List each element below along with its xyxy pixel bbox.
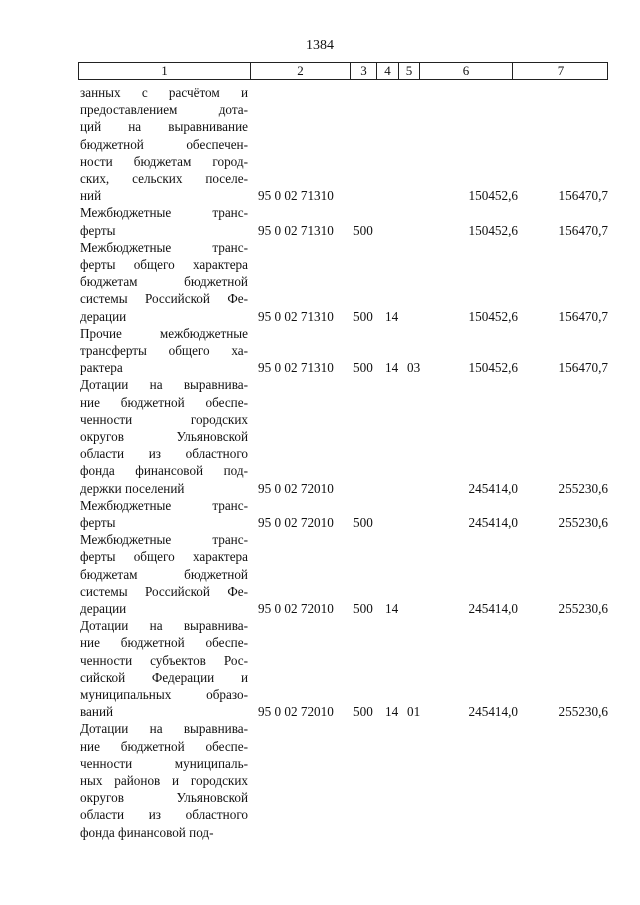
- expense-type-code: 500: [353, 222, 373, 238]
- amount-col-6: 245414,0: [468, 600, 518, 616]
- subsection-code: 03: [407, 360, 421, 376]
- section-code: 14: [385, 360, 399, 376]
- description-line: ние бюджетной обеспе-: [80, 738, 248, 754]
- amount-col-7: 255230,6: [558, 480, 608, 496]
- description-line: ности бюджетам город-: [80, 153, 248, 169]
- target-article-code: 95 0 02 71310: [258, 188, 334, 204]
- description-line: трансферты общего ха-: [80, 342, 248, 358]
- subsection-code: 01: [407, 704, 421, 720]
- description-line: фонда финансовой под-: [80, 824, 214, 840]
- section-code: 14: [385, 308, 399, 324]
- row-description: [80, 531, 248, 617]
- description-line: ченности субъектов Рос-: [80, 652, 248, 668]
- amount-col-7: 156470,7: [558, 308, 608, 324]
- description-line: муниципальных образо-: [80, 686, 248, 702]
- row-description: [80, 376, 248, 496]
- description-line: Межбюджетные транс-: [80, 532, 248, 548]
- description-line: Прочие межбюджетные: [80, 325, 248, 341]
- row-description: [80, 325, 248, 377]
- description-line: области из областного: [80, 807, 248, 823]
- header-col-3: 3: [351, 63, 377, 79]
- row-description: [80, 204, 248, 238]
- description-line: округов Ульяновской: [80, 428, 248, 444]
- description-line: области из областного: [80, 446, 248, 462]
- amount-col-6: 150452,6: [468, 222, 518, 238]
- header-col-6: 6: [420, 63, 513, 79]
- description-line: дерации: [80, 308, 127, 324]
- header-col-7: 7: [557, 63, 565, 78]
- target-article-code: 95 0 02 71310: [258, 222, 334, 238]
- description-line: предоставлением дота-: [80, 102, 248, 118]
- description-line: фонда финансовой под-: [80, 463, 248, 479]
- amount-col-6: 150452,6: [468, 360, 518, 376]
- description-line: Дотации на выравнива-: [80, 721, 248, 737]
- description-line: округов Ульяновской: [80, 790, 248, 806]
- header-col-2: 2: [251, 63, 351, 79]
- section-code: 14: [385, 704, 399, 720]
- amount-col-7: 255230,6: [558, 600, 608, 616]
- row-description: [80, 720, 248, 840]
- description-line: ферты: [80, 222, 116, 238]
- row-description: [80, 239, 248, 325]
- description-line: ферты общего характера: [80, 256, 248, 272]
- expense-type-code: 500: [353, 514, 373, 530]
- description-line: сийской Федерации и: [80, 669, 248, 685]
- description-line: Дотации на выравнива-: [80, 618, 248, 634]
- description-line: бюджетам бюджетной: [80, 566, 248, 582]
- target-article-code: 95 0 02 72010: [258, 704, 334, 720]
- description-line: занных с расчётом и: [80, 85, 248, 100]
- description-line: системы Российской Фе-: [80, 291, 248, 307]
- expense-type-code: 500: [353, 704, 373, 720]
- amount-col-7: 156470,7: [558, 360, 608, 376]
- target-article-code: 95 0 02 72010: [258, 514, 334, 530]
- row-description: [80, 617, 248, 720]
- description-line: системы Российской Фе-: [80, 583, 248, 599]
- header-col-1: 1: [79, 63, 251, 79]
- description-line: ние бюджетной обеспе-: [80, 394, 248, 410]
- target-article-code: 95 0 02 71310: [258, 360, 334, 376]
- page-number: 1384: [306, 38, 334, 53]
- amount-col-6: 245414,0: [468, 514, 518, 530]
- table-header: [78, 62, 608, 80]
- description-line: дерации: [80, 600, 127, 616]
- description-line: Межбюджетные транс-: [80, 239, 248, 255]
- description-line: ваний: [80, 704, 114, 720]
- header-col-4: 4: [377, 63, 399, 79]
- description-line: ций на выравнивание: [80, 119, 248, 135]
- description-line: ченности городских: [80, 411, 248, 427]
- header-col-5: 5: [399, 63, 420, 79]
- description-line: ченности муниципаль-: [80, 755, 248, 771]
- description-line: Дотации на выравнива-: [80, 377, 248, 393]
- expense-type-code: 500: [353, 600, 373, 616]
- amount-col-6: 245414,0: [468, 704, 518, 720]
- description-line: ных районов и городских: [80, 772, 248, 788]
- description-line: ферты общего характера: [80, 549, 248, 565]
- description-line: рактера: [80, 360, 123, 376]
- description-line: ние бюджетной обеспе-: [80, 635, 248, 651]
- target-article-code: 95 0 02 71310: [258, 308, 334, 324]
- description-line: ферты: [80, 514, 116, 530]
- expense-type-code: 500: [353, 360, 373, 376]
- section-code: 14: [385, 600, 399, 616]
- expense-type-code: 500: [353, 308, 373, 324]
- target-article-code: 95 0 02 72010: [258, 480, 334, 496]
- amount-col-7: 255230,6: [558, 704, 608, 720]
- row-description: [80, 84, 248, 204]
- amount-col-6: 150452,6: [468, 188, 518, 204]
- amount-col-6: 245414,0: [468, 480, 518, 496]
- amount-col-7: 255230,6: [558, 514, 608, 530]
- target-article-code: 95 0 02 72010: [258, 600, 334, 616]
- description-line: ний: [80, 188, 102, 204]
- amount-col-7: 156470,7: [558, 188, 608, 204]
- description-line: держки поселений: [80, 480, 185, 496]
- amount-col-7: 156470,7: [558, 222, 608, 238]
- description-line: Межбюджетные транс-: [80, 205, 248, 221]
- description-line: бюджетам бюджетной: [80, 274, 248, 290]
- description-line: Межбюджетные транс-: [80, 497, 248, 513]
- description-line: ских, сельских поселе-: [80, 170, 248, 186]
- row-description: [80, 497, 248, 531]
- description-line: бюджетной обеспечен-: [80, 136, 248, 152]
- amount-col-6: 150452,6: [468, 308, 518, 324]
